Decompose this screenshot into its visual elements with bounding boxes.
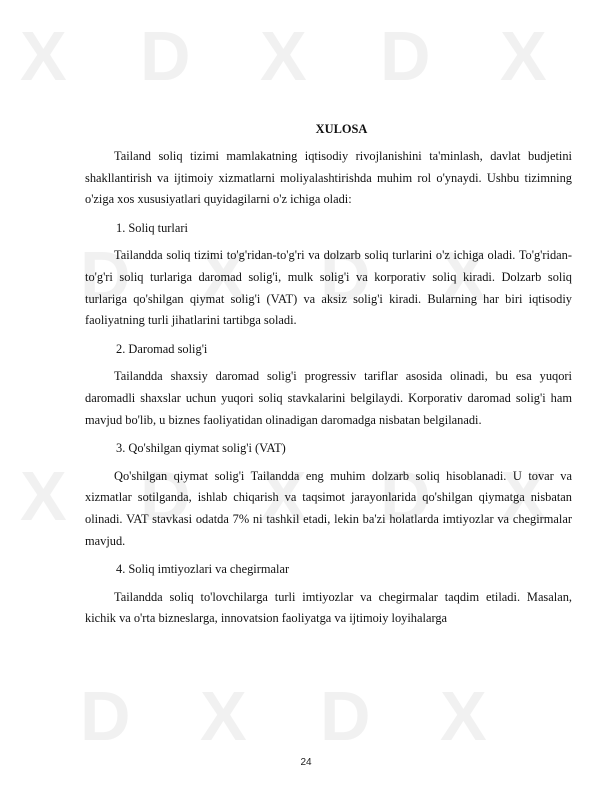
watermark-glyph: D [380,457,431,535]
watermark-glyph: X [20,457,67,535]
intro-paragraph: Tailand soliq tizimi mamlakatning iqtisodiy rivojlanishini ta'minlash, davlat budjetini shakllantirish va ijtimoiy xizmatlarni moliyalashtirishda muhim rol o'ynaydi. Ushbu tizimning o'ziga xos xususiyatlari quyidagilarni o'z ichiga oladi: [85,149,572,207]
watermark-glyph: X [20,17,67,95]
document-page [85,119,572,637]
section-heading-vat: 3. Qo'shilgan qiymat solig'i (VAT) [116,441,286,456]
watermark-glyph: D [140,457,191,535]
watermark-glyph: X [200,677,247,755]
daromad-solig-paragraph: Tailandda shaxsiy daromad solig'i progressiv tariflar asosida olinadi, bu esa yuqori daromadli shaxslar uchun yuqori soliq stavkalarini belgilaydi. Korporativ daromad solig'i ham mavjud bo'lib, u biznes faoliyatidan olinadigan daromadga nisbatan belgilanadi. [85,369,572,427]
imtiyozlar-paragraph: Tailandda soliq to'lovchilarga turli imtiyozlar va chegirmalar taqdim etiladi. Masalan, kichik va o'rta bizneslarga, innovatsion faoliyatga va ijtimoiy loyihalarga [85,589,572,626]
watermark-glyph: X [260,457,307,535]
watermark-glyph: X [500,17,547,95]
vat-paragraph: Qo'shilgan qiymat solig'i Tailandda eng muhim dolzarb soliq hisoblanadi. U tovar va xizmatlar sotilganda, ishlab chiqarish va taqsimot jarayonlarida qo'shilgan qiymatga nisbatan olinadi. VAT stavkasi odatda 7% ni tashkil etadi, lekin ba'zi holatlarda imtiyozlar va chegirmalar mavjud. [85,468,572,548]
watermark-glyph: X [260,17,307,95]
section-heading-daromad-solig: 2. Daromad solig'i [116,341,208,356]
watermark-glyph: X [200,237,247,315]
section-heading-soliq-turlari: 1. Soliq turlari [116,220,188,235]
watermark-glyph: X [500,457,547,535]
watermark-glyph: X [440,237,487,315]
soliq-turlari-paragraph: Tailandda soliq tizimi to'g'ridan-to'g'ri va dolzarb soliq turlarini o'z ichiga oladi. To'g'ridan-to'g'ri soliq turlariga daromad solig'i, mulk solig'i va korporativ soliq kiradi. Dolzarb soliq turlariga qo'shilgan qiymat solig'i (VAT) va aksiz solig'i kiradi. Bularning har biri iqtisodiy faoliyatning turli jihatlarini tartibga soladi. [85,248,572,328]
section-heading-imtiyozlar: 4. Soliq imtiyozlari va chegirmalar [116,562,290,577]
watermark-glyph: D [320,237,371,315]
watermark-glyph: D [320,677,371,755]
page-title: XULOSA [315,122,368,136]
watermark-glyph: D [140,17,191,95]
page-number: 24 [300,757,312,768]
watermark-glyph: D [80,677,131,755]
watermark-glyph: D [380,17,431,95]
watermark-glyph: X [440,677,487,755]
watermark-glyph: D [80,237,131,315]
